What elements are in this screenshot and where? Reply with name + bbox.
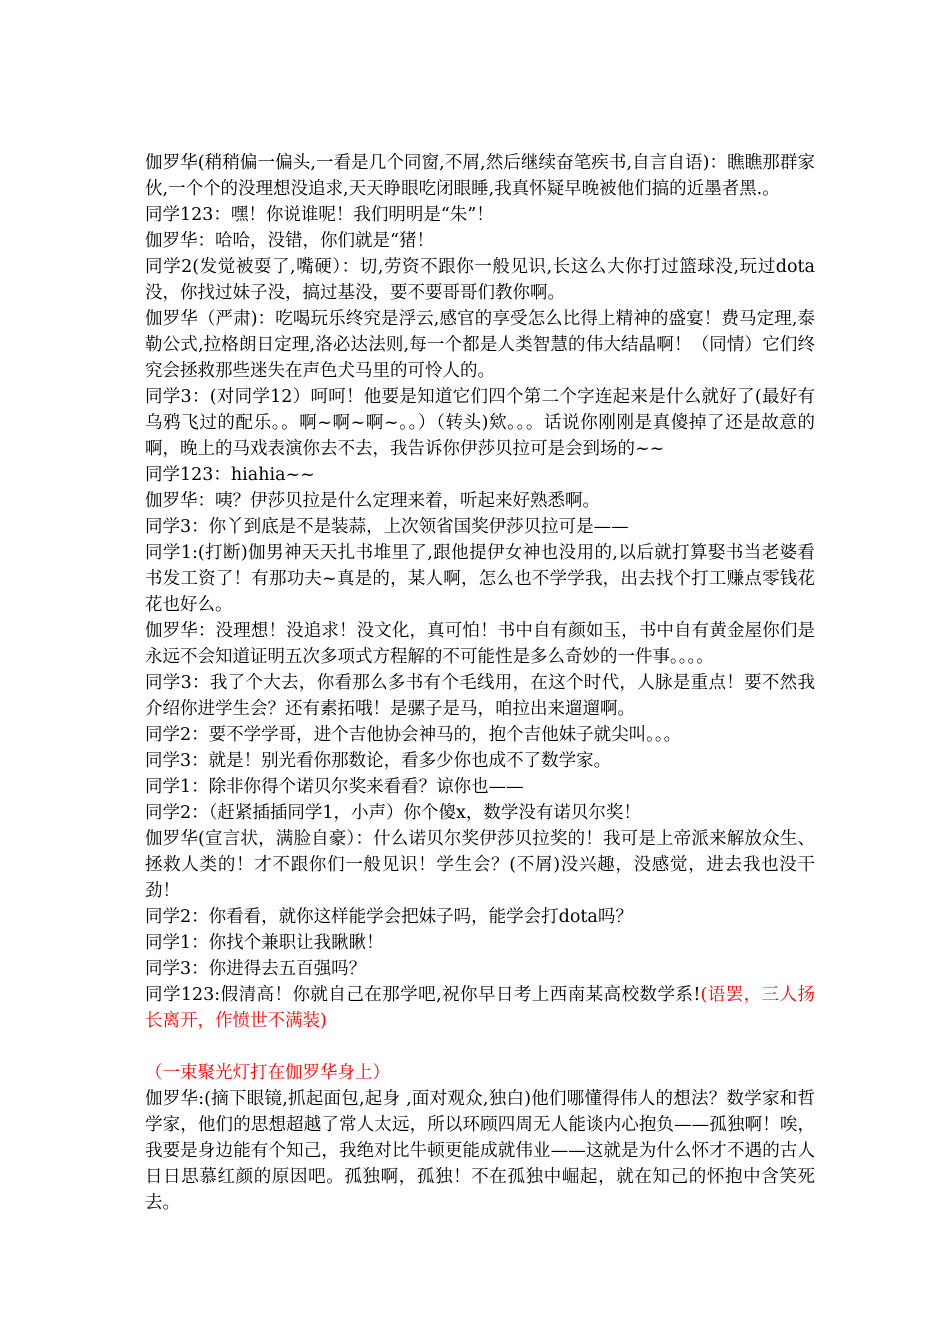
dialogue-line-2: 同学123：嘿！你说谁呢！我们明明是“朱”！ — [145, 205, 494, 225]
dialogue-line-8: 伽罗华：咦？伊莎贝拉是什么定理来着，听起来好熟悉啊。 — [145, 491, 600, 511]
dialogue-line-17: 伽罗华(宣言状，满脸自豪）：什么诺贝尔奖伊莎贝拉奖的！我可是上帝派来解放众生、拯救人类的！才不跟你们一般见识！学生会？(不屑)没兴趣，没感觉，进去我也没干劲！ — [145, 829, 815, 901]
stage-direction-exit: (语罢，三人扬长离开，作愤世不满装) — [145, 985, 815, 1031]
blank-line — [145, 1034, 815, 1060]
stage-direction-spotlight: （一束聚光灯打在伽罗华身上） — [145, 1063, 390, 1083]
dialogue-line-12: 同学3：我了个大去，你看那么多书有个毛线用，在这个时代，人脉是重点！要不然我介绍你进学生会？还有素拓哦！是骡子是马，咱拉出来遛遛啊。 — [145, 673, 815, 719]
dialogue-line-16: 同学2：（赶紧插插同学1，小声）你个傻x，数学没有诺贝尔奖！ — [145, 803, 641, 823]
document-body — [145, 150, 815, 1216]
dialogue-line-20: 同学3：你进得去五百强吗？ — [145, 959, 367, 979]
dialogue-line-14: 同学3：就是！别光看你那数论，看多少你也成不了数学家。 — [145, 751, 612, 771]
dialogue-line-5: 伽罗华（严肃)：吃喝玩乐终究是浮云,感官的享受怎么比得上精神的盛宴！费马定理,泰勒公式,拉格朗日定理,洛必达法则,每一个都是人类智慧的伟大结晶啊！（同情）它们终究会拯救那些迷失在声色犬马里的可怜人的。 — [145, 309, 815, 381]
dialogue-line-19: 同学1：你找个兼职让我瞅瞅！ — [145, 933, 384, 953]
dialogue-line-10: 同学1:(打断)伽男神天天扎书堆里了,跟他提伊女神也没用的,以后就打算娶书当老婆看书发工资了！有那功夫~真是的，某人啊，怎么也不学学我，出去找个打工赚点零钱花花也好么。 — [145, 543, 815, 615]
dialogue-line-15: 同学1：除非你得个诺贝尔奖来看看？谅你也—— — [145, 777, 524, 797]
closing-line-text: 同学123:假清高！你就自己在那学吧,祝你早日考上西南某高校数学系! — [145, 985, 701, 1005]
dialogue-line-18: 同学2：你看看，就你这样能学会把妹子吗，能学会打dota吗？ — [145, 907, 633, 927]
dialogue-line-closing — [145, 982, 815, 1034]
monologue-paragraph: 伽罗华:(摘下眼镜,抓起面包,起身 ,面对观众,独白)他们哪懂得伟人的想法？数学家和哲学家，他们的思想超越了常人太远，所以环顾四周无人能谈内心抱负——孤独啊！唉，我要是身边能有个知己，我绝对比牛顿更能成就伟业——这就是为什么怀才不遇的古人日日思慕红颜的原因吧。孤独啊，孤独！不在孤独中崛起，就在知己的怀抱中含笑死去。 — [145, 1089, 815, 1213]
dialogue-line-13: 同学2：要不学学哥，进个吉他协会神马的，抱个吉他妹子就尖叫。。。 — [145, 725, 682, 745]
dialogue-line-1: 伽罗华(稍稍偏一偏头,一看是几个同窗,不屑,然后继续奋笔疾书,自言自语)：瞧瞧那群家伙,一个个的没理想没追求,天天睁眼吃闭眼睡,我真怀疑早晚被他们搞的近墨者黑.。 — [145, 153, 815, 199]
dialogue-line-4: 同学2(发觉被耍了,嘴硬）：切,劳资不跟你一般见识,长这么大你打过篮球没,玩过dota没，你找过妹子没，搞过基没，要不要哥哥们教你啊。 — [145, 257, 815, 303]
dialogue-line-9: 同学3：你丫到底是不是装蒜，上次领省国奖伊莎贝拉可是—— — [145, 517, 629, 537]
dialogue-line-11: 伽罗华：没理想！没追求！没文化，真可怕！书中自有颜如玉，书中自有黄金屋你们是永远不会知道证明五次多项式方程解的不可能性是多么奇妙的一件事。。。。 — [145, 621, 815, 667]
dialogue-line-3: 伽罗华：哈哈，没错，你们就是“猪！ — [145, 231, 434, 251]
dialogue-line-7: 同学123：hiahia~~ — [145, 465, 315, 485]
dialogue-line-6: 同学3：(对同学12）呵呵！他要是知道它们四个第二个字连起来是什么就好了(最好有乌鸦飞过的配乐。。啊~啊~啊~。。）（转头)欸。。。话说你刚刚是真傻掉了还是故意的啊，晚上的马戏表演你去不去，我告诉你伊莎贝拉可是会到场的~~ — [145, 387, 815, 459]
